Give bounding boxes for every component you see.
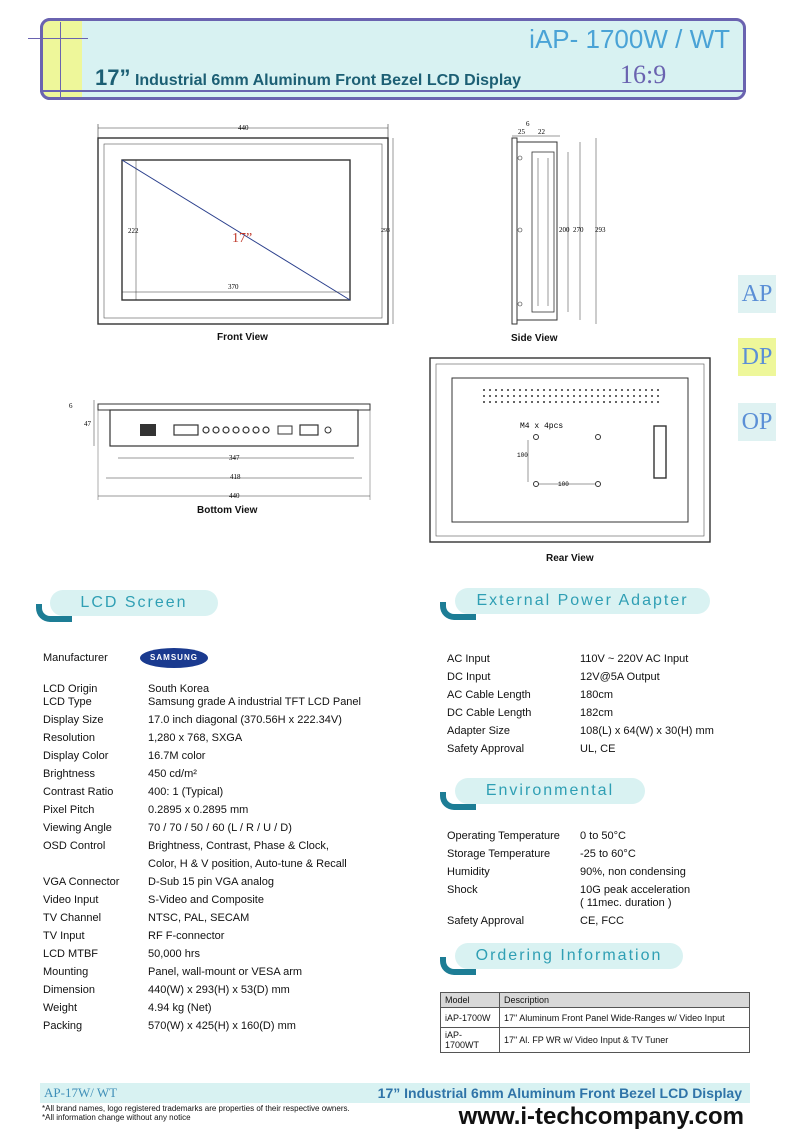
size-label: 17” bbox=[95, 65, 131, 90]
spec-value: 90%, non condensing bbox=[580, 866, 686, 878]
spec-label: Brightness bbox=[43, 768, 95, 780]
rear-view-caption: Rear View bbox=[546, 553, 594, 564]
bottom-width-3: 440 bbox=[229, 492, 240, 500]
lcd-spec-row bbox=[43, 804, 383, 822]
lcd-section-title: LCD Screen bbox=[50, 590, 218, 616]
env-spec-row bbox=[447, 866, 757, 884]
power-section-title: External Power Adapter bbox=[455, 588, 710, 614]
spec-value: 16.7M color bbox=[148, 750, 206, 762]
spec-label: Storage Temperature bbox=[447, 848, 551, 860]
spec-label: Shock bbox=[447, 884, 478, 896]
spec-label: LCD Type bbox=[43, 696, 92, 708]
front-height-dim: 293 bbox=[381, 228, 390, 234]
power-spec-row bbox=[447, 671, 757, 689]
spec-value: RF F-connector bbox=[148, 930, 225, 942]
env-section-title: Environmental bbox=[455, 778, 645, 804]
model-title: iAP- 1700W / WT bbox=[529, 24, 730, 54]
lcd-spec-row bbox=[43, 822, 383, 840]
bottom-view-caption: Bottom View bbox=[197, 505, 258, 516]
rear-view-drawing bbox=[428, 356, 712, 544]
spec-label: Viewing Angle bbox=[43, 822, 112, 834]
samsung-logo bbox=[140, 648, 208, 668]
diagonal-label: 17” bbox=[232, 231, 253, 246]
spec-label: Video Input bbox=[43, 894, 99, 906]
lcd-spec-row bbox=[43, 840, 383, 858]
power-spec-row bbox=[447, 653, 757, 671]
spec-label: OSD Control bbox=[43, 840, 106, 852]
front-panel-width-dim: 370 bbox=[228, 283, 239, 291]
spec-value: 70 / 70 / 50 / 60 (L / R / U / D) bbox=[148, 822, 292, 834]
spec-label: AC Cable Length bbox=[447, 689, 531, 701]
spec-value: 182cm bbox=[580, 707, 614, 719]
front-view-drawing bbox=[90, 118, 400, 333]
subtitle-text: Industrial 6mm Aluminum Front Bezel LCD Display bbox=[134, 72, 522, 89]
env-spec-row bbox=[447, 848, 757, 866]
column-header-model: Model bbox=[441, 993, 500, 1008]
side-dim-b: 270 bbox=[573, 226, 584, 234]
spec-label: VGA Connector bbox=[43, 876, 120, 888]
spec-label: Resolution bbox=[43, 732, 95, 744]
trademark-note: *All brand names, logo registered trademarks are properties of their respective owners. bbox=[42, 1104, 350, 1113]
spec-value: Brightness, Contrast, Phase & Clock, bbox=[148, 840, 329, 852]
lcd-spec-row bbox=[43, 683, 383, 696]
spec-value: 450 cd/m² bbox=[148, 768, 197, 780]
lcd-spec-row bbox=[43, 750, 383, 768]
spec-label: LCD MTBF bbox=[43, 948, 98, 960]
env-spec-row bbox=[447, 897, 757, 915]
spec-value: 4.94 kg (Net) bbox=[148, 1002, 212, 1014]
spec-value: 17.0 inch diagonal (370.56H x 222.34V) bbox=[148, 714, 342, 726]
spec-label: Contrast Ratio bbox=[43, 786, 114, 798]
spec-value: 570(W) x 425(H) x 160(D) mm bbox=[148, 1020, 296, 1032]
spec-value: Panel, wall-mount or VESA arm bbox=[148, 966, 303, 978]
header-accent-tab bbox=[40, 18, 82, 100]
description-cell: 17" Aluminum Front Panel Wide-Ranges w/ Video Input bbox=[500, 1008, 750, 1028]
lcd-spec-row bbox=[43, 894, 383, 912]
column-header-description: Description bbox=[500, 993, 750, 1008]
spec-value: 10G peak acceleration bbox=[580, 884, 691, 896]
spec-label: DC Input bbox=[447, 671, 491, 683]
spec-label: Operating Temperature bbox=[447, 830, 560, 842]
ap-tag[interactable]: AP bbox=[738, 275, 776, 313]
op-tag[interactable]: OP bbox=[738, 403, 776, 441]
power-spec-row bbox=[447, 725, 757, 743]
env-spec-row bbox=[447, 830, 757, 848]
header-divider-vertical bbox=[60, 22, 61, 98]
spec-label: Pixel Pitch bbox=[43, 804, 95, 816]
spec-label: Adapter Size bbox=[447, 725, 510, 737]
aspect-ratio: 16:9 bbox=[620, 60, 667, 89]
spec-label: Safety Approval bbox=[447, 743, 525, 755]
bottom-depth-a: 6 bbox=[69, 402, 73, 410]
spec-value: 110V ~ 220V AC Input bbox=[580, 653, 689, 665]
lcd-spec-row bbox=[43, 876, 383, 894]
side-view-drawing bbox=[500, 118, 612, 333]
front-width-dim: 440 bbox=[238, 124, 249, 132]
env-spec-row bbox=[447, 915, 757, 933]
spec-value: 108(L) x 64(W) x 30(H) mm bbox=[580, 725, 714, 737]
spec-label: Display Color bbox=[43, 750, 109, 762]
bottom-width-1: 347 bbox=[229, 454, 240, 462]
lcd-spec-row bbox=[43, 966, 383, 984]
bottom-view-drawing bbox=[66, 396, 386, 506]
lcd-spec-row bbox=[43, 858, 383, 876]
spec-value: NTSC, PAL, SECAM bbox=[148, 912, 250, 924]
side-dim-a: 200 bbox=[559, 226, 570, 234]
header-divider bbox=[28, 38, 88, 39]
spec-value: 0 to 50°C bbox=[580, 830, 626, 842]
lcd-spec-row bbox=[43, 732, 383, 750]
lcd-spec-row bbox=[43, 714, 383, 732]
spec-label: Safety Approval bbox=[447, 915, 525, 927]
spec-label: Weight bbox=[43, 1002, 78, 1014]
lcd-spec-row bbox=[43, 696, 383, 714]
power-spec-row bbox=[447, 707, 757, 725]
spec-value: ( 11mec. duration ) bbox=[580, 897, 672, 909]
bottom-depth-b: 47 bbox=[84, 420, 91, 428]
table-row bbox=[441, 1008, 750, 1028]
spec-label: DC Cable Length bbox=[447, 707, 532, 719]
env-spec-list bbox=[447, 830, 757, 933]
table-row bbox=[441, 1028, 750, 1053]
spec-value: S-Video and Composite bbox=[148, 894, 264, 906]
front-panel-height-dim: 222 bbox=[128, 227, 139, 235]
front-view-caption: Front View bbox=[217, 332, 268, 343]
website-link[interactable]: www.i-techcompany.com bbox=[458, 1103, 744, 1130]
power-spec-row bbox=[447, 689, 757, 707]
spec-value: UL, CE bbox=[580, 743, 616, 755]
spec-value: CE, FCC bbox=[580, 915, 624, 927]
side-view-caption: Side View bbox=[511, 333, 558, 344]
env-spec-row bbox=[447, 884, 757, 897]
spec-label: TV Input bbox=[43, 930, 85, 942]
spec-value: 0.2895 x 0.2895 mm bbox=[148, 804, 249, 816]
model-cell: iAP-1700W bbox=[441, 1008, 500, 1028]
page-subtitle bbox=[95, 65, 521, 91]
screw-label: M4 x 4pcs bbox=[520, 422, 564, 431]
spec-label: Display Size bbox=[43, 714, 104, 726]
spec-value: 400: 1 (Typical) bbox=[148, 786, 224, 798]
dp-tag[interactable]: DP bbox=[738, 338, 776, 376]
lcd-spec-row bbox=[43, 984, 383, 1002]
spec-value: -25 to 60°C bbox=[580, 848, 636, 860]
spec-value: Samsung grade A industrial TFT LCD Panel bbox=[148, 696, 361, 708]
side-dim-top-a: 6 bbox=[526, 120, 530, 128]
spec-value: Color, H & V position, Auto-tune & Recall bbox=[148, 858, 347, 870]
spec-label: Dimension bbox=[43, 984, 95, 996]
lcd-spec-row bbox=[43, 930, 383, 948]
spec-label: LCD Origin bbox=[43, 683, 98, 695]
lcd-spec-row bbox=[43, 768, 383, 786]
lcd-spec-row bbox=[43, 786, 383, 804]
spec-value: 50,000 hrs bbox=[148, 948, 200, 960]
power-spec-row bbox=[447, 743, 757, 761]
spec-label: Humidity bbox=[447, 866, 490, 878]
model-cell: iAP-1700WT bbox=[441, 1028, 500, 1053]
manufacturer-label: Manufacturer bbox=[43, 652, 108, 664]
ordering-table bbox=[440, 992, 750, 1053]
spec-value: 12V@5A Output bbox=[580, 671, 660, 683]
spec-value: South Korea bbox=[148, 683, 210, 695]
footer-model: AP-17W/ WT bbox=[44, 1085, 118, 1100]
rear-vertical-dim: 100 bbox=[517, 452, 528, 459]
side-dim-c: 293 bbox=[595, 226, 606, 234]
spec-value: 440(W) x 293(H) x 53(D) mm bbox=[148, 984, 290, 996]
footer-title: 17” Industrial 6mm Aluminum Front Bezel LCD Display bbox=[377, 1085, 742, 1101]
spec-label: Packing bbox=[43, 1020, 83, 1032]
disclaimer-note: *All information change without any notice bbox=[42, 1113, 191, 1122]
spec-value: 1,280 x 768, SXGA bbox=[148, 732, 243, 744]
lcd-spec-row bbox=[43, 912, 383, 930]
lcd-spec-row bbox=[43, 948, 383, 966]
order-section-title: Ordering Information bbox=[455, 943, 683, 969]
side-dim-top-b: 25 bbox=[518, 128, 525, 136]
description-cell: 17" Al. FP WR w/ Video Input & TV Tuner bbox=[500, 1028, 750, 1053]
power-spec-list bbox=[447, 653, 757, 761]
spec-value: D-Sub 15 pin VGA analog bbox=[148, 876, 274, 888]
samsung-logo-text: SAMSUNG bbox=[150, 653, 198, 662]
side-dim-top-c: 22 bbox=[538, 128, 545, 136]
spec-label: Mounting bbox=[43, 966, 89, 978]
lcd-spec-row bbox=[43, 1020, 383, 1038]
lcd-spec-list bbox=[43, 683, 383, 1038]
lcd-spec-row bbox=[43, 1002, 383, 1020]
bottom-width-2: 418 bbox=[230, 473, 241, 481]
spec-label: TV Channel bbox=[43, 912, 102, 924]
ordering-table-header bbox=[441, 993, 750, 1008]
rear-horizontal-dim: 100 bbox=[558, 481, 569, 488]
spec-value: 180cm bbox=[580, 689, 614, 701]
spec-label: AC Input bbox=[447, 653, 490, 665]
